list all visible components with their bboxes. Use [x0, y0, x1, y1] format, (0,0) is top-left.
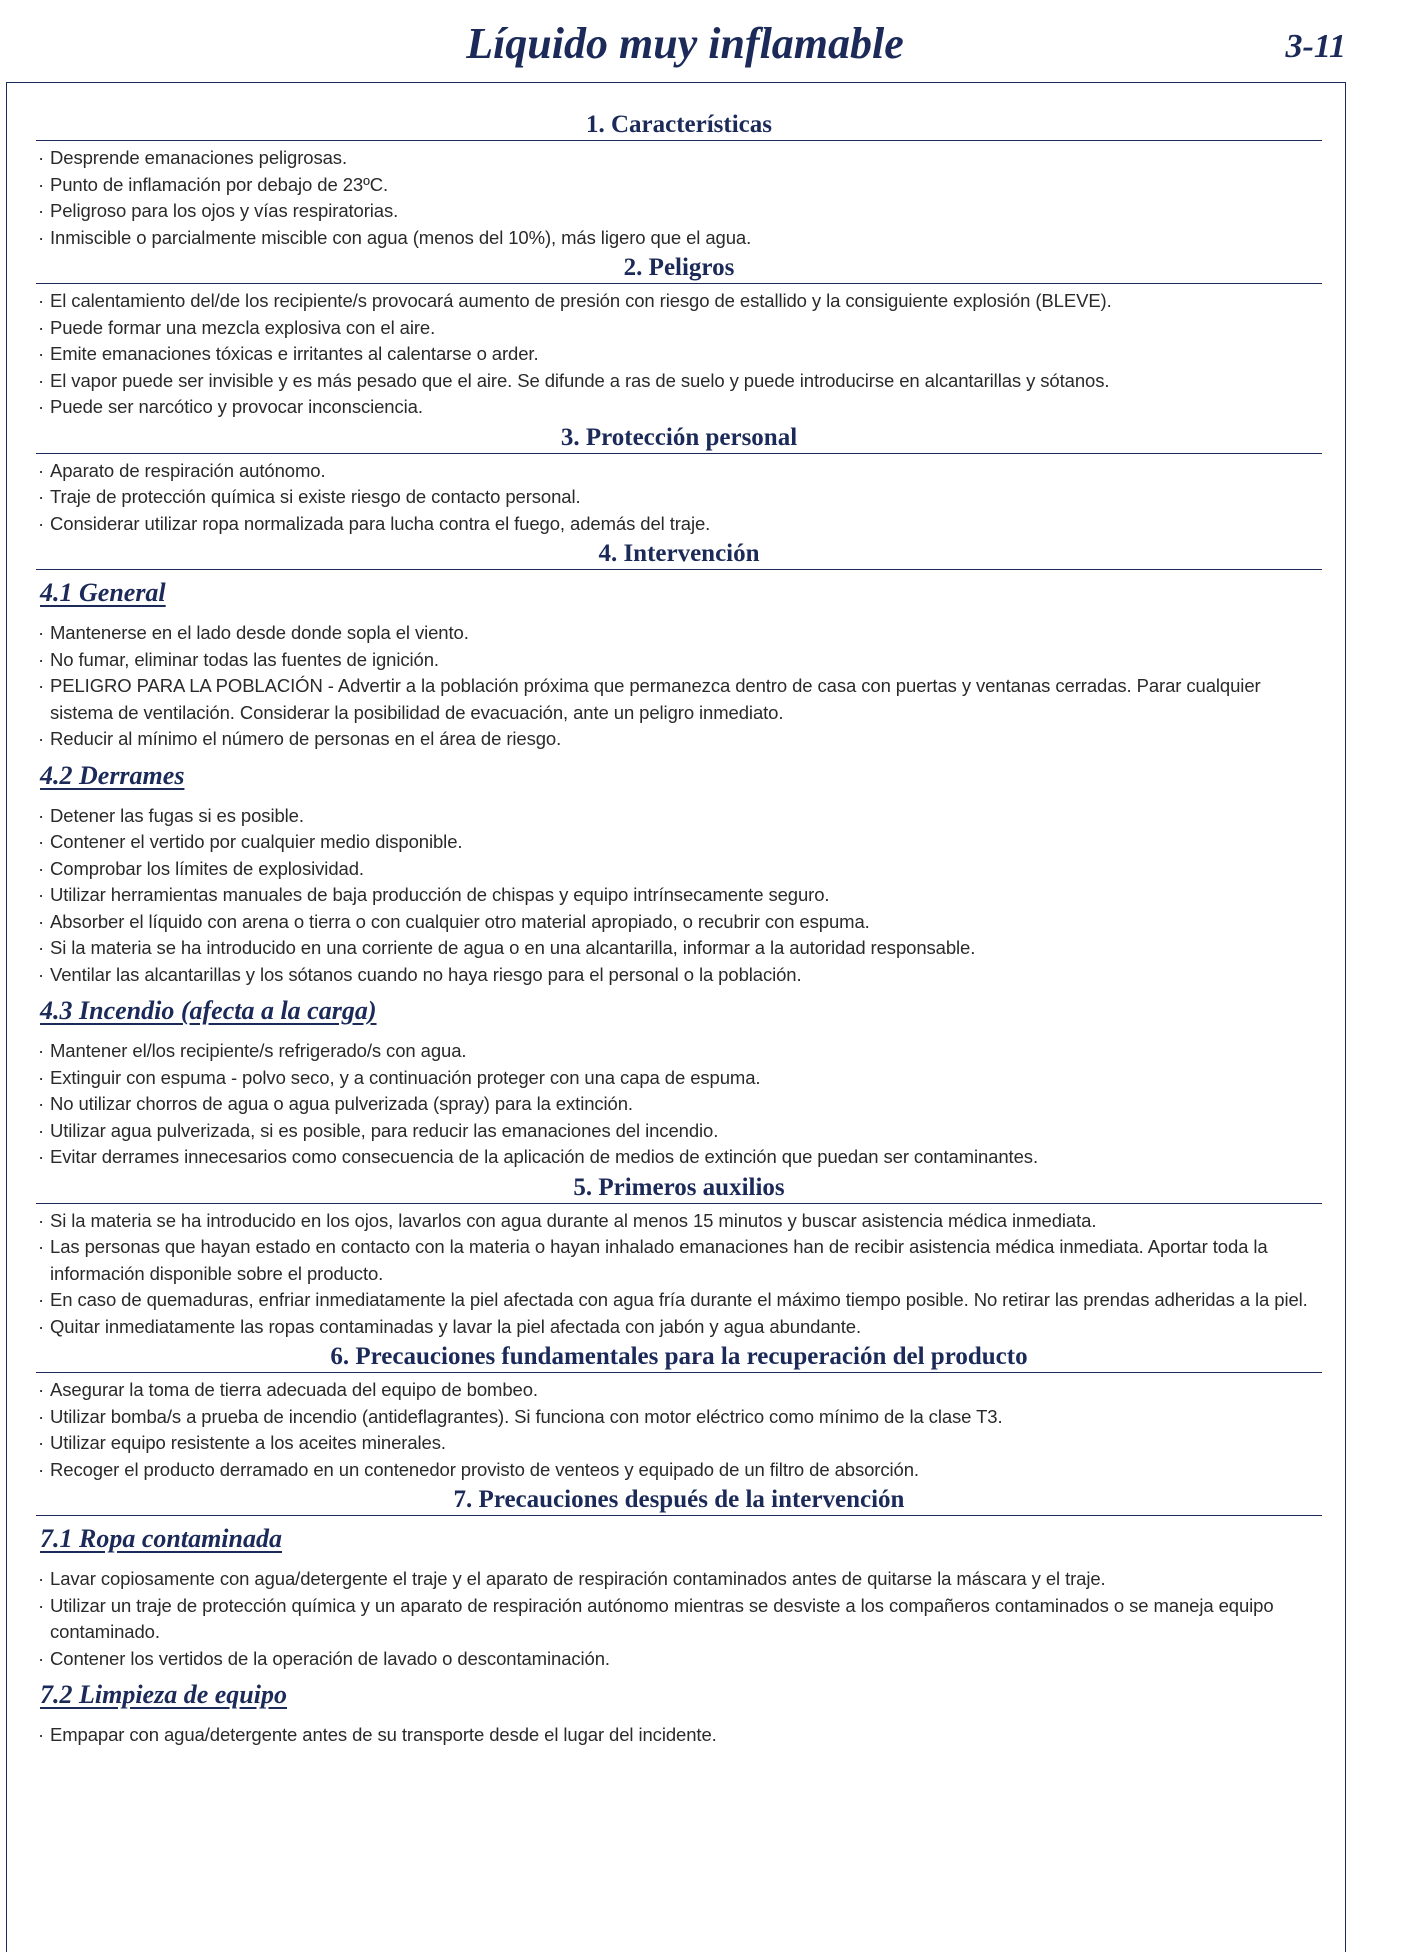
list-item: · PELIGRO PARA LA POBLACIÓN - Advertir a la población próxima que permanezca dentro de casa con puertas y ventanas cerradas. Parar cualquier sistema de ventilación. Considerar la posibilidad de evacuación, ante un peligro inmediato.	[36, 673, 1322, 726]
list-item: · Detener las fugas si es posible.	[36, 803, 1322, 830]
section-heading: 6. Precauciones fundamentales para la recuperación del producto	[36, 1342, 1322, 1373]
subsection-heading: 4.1 General	[40, 578, 166, 607]
list-item: · Utilizar un traje de protección química y un aparato de respiración autónomo mientras se desviste a los compañeros contaminados o se maneja equipo contaminado.	[36, 1593, 1322, 1646]
bullet-list	[36, 1377, 1322, 1483]
list-item: · Utilizar agua pulverizada, si es posible, para reducir las emanaciones del incendio.	[36, 1118, 1322, 1145]
page-header	[0, 0, 1408, 78]
section-6	[36, 1342, 1322, 1483]
list-item: · Las personas que hayan estado en contacto con la materia o hayan inhalado emanaciones han de recibir asistencia médica inmediata. Aportar toda la información disponible sobre el producto.	[36, 1234, 1322, 1287]
list-item: · Extinguir con espuma - polvo seco, y a continuación proteger con una capa de espuma.	[36, 1065, 1322, 1092]
bullet-list	[36, 803, 1322, 989]
page-number: 3-11	[1285, 28, 1346, 65]
subsection-heading: 4.3 Incendio (afecta a la carga)	[40, 996, 377, 1025]
list-item: · Puede formar una mezcla explosiva con el aire.	[36, 315, 1322, 342]
document-body	[36, 108, 1322, 1749]
list-item: · Reducir al mínimo el número de personas en el área de riesgo.	[36, 726, 1322, 753]
list-item: · Empapar con agua/detergente antes de su transporte desde el lugar del incidente.	[36, 1722, 1322, 1749]
list-item: · Si la materia se ha introducido en los ojos, lavarlos con agua durante al menos 15 minutos y buscar asistencia médica inmediata.	[36, 1208, 1322, 1235]
section-5	[36, 1173, 1322, 1341]
section-heading: 5. Primeros auxilios	[36, 1173, 1322, 1204]
bullet-list	[36, 1038, 1322, 1171]
list-item: · Utilizar equipo resistente a los aceites minerales.	[36, 1430, 1322, 1457]
subsection-heading: 7.1 Ropa contaminada	[40, 1524, 282, 1553]
list-item: · No utilizar chorros de agua o agua pulverizada (spray) para la extinción.	[36, 1091, 1322, 1118]
list-item: · Contener los vertidos de la operación de lavado o descontaminación.	[36, 1646, 1322, 1673]
list-item: · Contener el vertido por cualquier medio disponible.	[36, 829, 1322, 856]
subsection-heading: 7.2 Limpieza de equipo	[40, 1680, 287, 1709]
list-item: · Si la materia se ha introducido en una corriente de agua o en una alcantarilla, informar a la autoridad responsable.	[36, 935, 1322, 962]
bullet-list	[36, 1208, 1322, 1341]
section-heading: 7. Precauciones después de la intervención	[36, 1485, 1322, 1516]
list-item: · Emite emanaciones tóxicas e irritantes al calentarse o arder.	[36, 341, 1322, 368]
section-heading: 3. Protección personal	[36, 423, 1322, 454]
subsection-heading: 4.2 Derrames	[40, 760, 185, 790]
section-heading: 4. Intervención	[36, 539, 1322, 570]
list-item: · Mantener el/los recipiente/s refrigerado/s con agua.	[36, 1038, 1322, 1065]
bullet-list	[36, 1566, 1322, 1672]
list-item: · Punto de inflamación por debajo de 23ºC.	[36, 172, 1322, 199]
section-2	[36, 253, 1322, 421]
list-item: · Mantenerse en el lado desde donde sopla el viento.	[36, 620, 1322, 647]
bullet-list	[36, 1722, 1322, 1749]
list-item: · Asegurar la toma de tierra adecuada del equipo de bombeo.	[36, 1377, 1322, 1404]
list-item: · Recoger el producto derramado en un contenedor provisto de venteos y equipado de un filtro de absorción.	[36, 1457, 1322, 1484]
bullet-list	[36, 288, 1322, 421]
section-1	[36, 110, 1322, 251]
list-item: · Considerar utilizar ropa normalizada para lucha contra el fuego, además del traje.	[36, 511, 1322, 538]
list-item: · Utilizar bomba/s a prueba de incendio (antideflagrantes). Si funciona con motor eléctrico como mínimo de la clase T3.	[36, 1404, 1322, 1431]
section-heading: 2. Peligros	[36, 253, 1322, 284]
list-item: · Desprende emanaciones peligrosas.	[36, 145, 1322, 172]
list-item: · Evitar derrames innecesarios como consecuencia de la aplicación de medios de extinción que puedan ser contaminantes.	[36, 1144, 1322, 1171]
list-item: · Puede ser narcótico y provocar inconsciencia.	[36, 394, 1322, 421]
document-title: Líquido muy inflamable	[466, 19, 904, 68]
bullet-list	[36, 145, 1322, 251]
list-item: · El vapor puede ser invisible y es más pesado que el aire. Se difunde a ras de suelo y puede introducirse en alcantarillas y sótanos.	[36, 368, 1322, 395]
list-item: · Inmiscible o parcialmente miscible con agua (menos del 10%), más ligero que el agua.	[36, 225, 1322, 252]
section-7	[36, 1485, 1322, 1749]
list-item: · Comprobar los límites de explosividad.	[36, 856, 1322, 883]
list-item: · Quitar inmediatamente las ropas contaminadas y lavar la piel afectada con jabón y agua abundante.	[36, 1314, 1322, 1341]
list-item: · Traje de protección química si existe riesgo de contacto personal.	[36, 484, 1322, 511]
list-item: · Absorber el líquido con arena o tierra o con cualquier otro material apropiado, o recubrir con espuma.	[36, 909, 1322, 936]
bullet-list	[36, 458, 1322, 538]
list-item: · Aparato de respiración autónomo.	[36, 458, 1322, 485]
list-item: · Utilizar herramientas manuales de baja producción de chispas y equipo intrínsecamente seguro.	[36, 882, 1322, 909]
list-item: · Ventilar las alcantarillas y los sótanos cuando no haya riesgo para el personal o la población.	[36, 962, 1322, 989]
section-4	[36, 539, 1322, 1171]
bullet-list	[36, 620, 1322, 753]
list-item: · No fumar, eliminar todas las fuentes de ignición.	[36, 647, 1322, 674]
list-item: · El calentamiento del/de los recipiente/s provocará aumento de presión con riesgo de estallido y la consiguiente explosión (BLEVE).	[36, 288, 1322, 315]
list-item: · Peligroso para los ojos y vías respiratorias.	[36, 198, 1322, 225]
section-heading: 1. Características	[36, 110, 1322, 141]
list-item: · En caso de quemaduras, enfriar inmediatamente la piel afectada con agua fría durante el máximo tiempo posible. No retirar las prendas adheridas a la piel.	[36, 1287, 1322, 1314]
list-item: · Lavar copiosamente con agua/detergente el traje y el aparato de respiración contaminados antes de quitarse la máscara y el traje.	[36, 1566, 1322, 1593]
section-3	[36, 423, 1322, 538]
